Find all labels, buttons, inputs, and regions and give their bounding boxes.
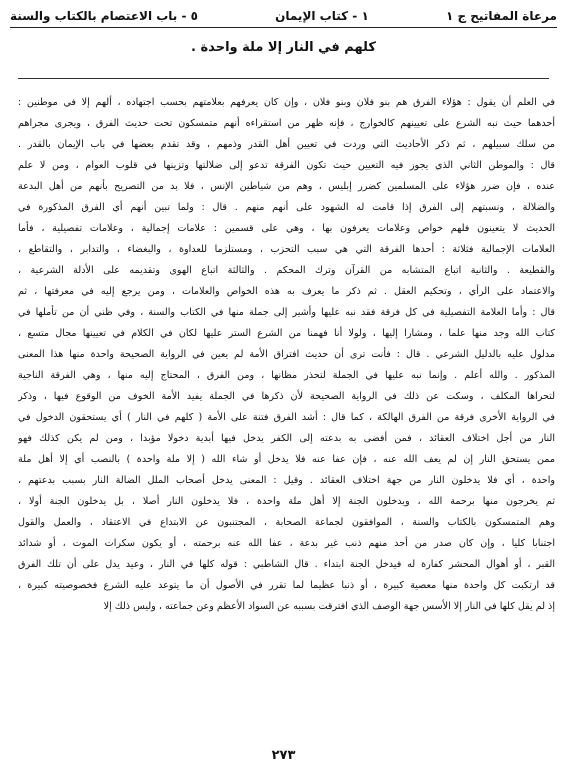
text-line: والقطيعة . والثانية اتباع المتشابه من القرآن وترك المحكم . والثالثة اتباع الهوى وتقديمه على الأدلة الشرعية ،: [18, 265, 555, 276]
header-volume: مرعاة المفاتيح ج ١: [445, 9, 557, 23]
page-number: ٢٧٣: [271, 748, 296, 763]
text-line: النار من أجل اختلاف العقائد ، فمن أفضى به بدعته إلى الكفر يدخل فيها أبدية دخولا مؤبدا ، ومن لم يكن كذلك فهو: [18, 433, 555, 444]
text-line: مدلول عليه بالدليل الشرعي . قال : فأنت ترى أن حديث افتراق الأمة لم يعين في الرواية الصحيحة واحدة منها هذا المعنى: [18, 349, 555, 360]
text-line: عنده ، فإن ضرر هؤلاء على المسلمين كضرر إبليس ، وهم من شياطين الإنس ، فلا بد من التصريح بأنهم من أهل البدعة: [18, 181, 555, 192]
text-line: والاعتماد على الرأي ، وتحكيم العقل . ثم ذكر ما يعرف به هذه الخواص والعلامات ، ومن يرجع إليه في معرفتها ، ثم: [18, 286, 555, 297]
text-line: لتحراها المكلف ، وسكت عن ذلك في الرواية الصحيحة لأن ذكرها في الجملة يفيد الأمة الخوف من الوقوع فيها ، وذكر: [18, 391, 555, 402]
header-rule: [10, 27, 557, 28]
text-line: والضلالة ، ونسبتهم إلى الفرق إذا قامت له الشهود على أنهم منهم . قال : ولما تبين أنهم أي الفرق المذكورة في: [18, 202, 555, 213]
text-line: المذكور . والله أعلم . وإنما نبه عليها في الجملة لتحذر مظانها ، ومن الفرق ، المحتاج إليه منها ، وهي الفرقة الناجية: [18, 370, 555, 381]
text-line: الحديث لا يتعينون فلهم خواص وعلامات يعرفون بها ، وهي على قسمين : علامات إجمالية ، وعلامات تفصيلية ، فأما: [18, 223, 555, 234]
running-header: [10, 4, 557, 28]
subtitle-rule: [18, 78, 549, 79]
text-line: في العلم أن يقول : هؤلاء الفرق هم بنو فلان وبنو فلان ، وإن كان يعرفهم بعلامتهم بحسب اجتهاده ، ألهم إلا في موطنين :: [18, 97, 555, 108]
text-line: قد ارتكبت كل واحدة منها معصية كبيرة ، أو ذنبا عظيما لما تقرر في الأصول أن ما يتوعد عليه الشرع فخصوصيته كبيرة ،: [18, 580, 555, 591]
text-line: كتاب الله وجد منها علما ، ومشارا إليها ، ولولا أنا فهمنا من الشرع الستر عليها لكان في الكلام في تعيينها مجال متسع ،: [18, 328, 555, 339]
text-line: في الرواية الأخرى فرقة من الفرق الهالكة ، كما قال : أشد الفرق فتنة على الأمة ( كلهم في النار ) أي يستحقون الدخول في: [18, 412, 555, 423]
hadith-subtitle: كلهم في النار إلا ملة واحدة .: [191, 40, 376, 55]
text-line: قال : والموطن الثاني الذي يجوز فيه التعيين حيث تكون الفرقة تدعو إلى ضلالتها وتزينها في قلوب العوام ، ومن لا علم: [18, 160, 555, 171]
text-line: أحدهما حيث نبه الشرع على تعيينهم كالخوارج ، فإنه ظهر من استقراءه أنهم متمسكون تحت حديث الفرق ، ويجرى مجراهم: [18, 118, 555, 129]
text-line: إذ لم يقل كلها في النار إلا الأسس جهة الوصف الذي افترقت بسببه عن السواد الأعظم وعن جماعته ، وليس ذلك إلا: [103, 601, 555, 612]
text-line: ثم يخرجون منها برحمة الله ، ويدخلون الجنة إلا أهل ملة واحدة ، فلا يدخلون النار أصلا ، بل يدخلون الجنة أولا ،: [18, 496, 555, 507]
header-chapter: ٥ - باب الاعتصام بالكتاب والسنة: [10, 9, 198, 23]
header-book: ١ - كتاب الإيمان: [275, 9, 369, 23]
text-line: وهم المتمسكون بالكتاب والسنة ، الموافقون لجماعة الصحابة ، المجتنبون عن الابتداع في الاعتقاد ، والعمل والقول: [18, 517, 555, 528]
text-line: ممن يستحق النار إن لم يعف الله عنه ، فإن عفا عنه فلا يدخل أو شاء الله ( إلا ملة واحدة ) بالنصب أي إلا أهل ملة: [18, 454, 555, 465]
text-line: واحدة ، أي فلا يدخلون النار من جهة اختلاف العقائد . وقيل : المعنى يدخل أصحاب الملل الضالة النار بسبب بدعتهم ،: [18, 475, 555, 486]
text-line: القبر ، أو أهوال المحشر كفارة له فيدخل الجنة ابتداء . قال الشاطبي : قوله كلها في النار ، وعيد يدل على أن تلك الفرق: [18, 559, 555, 570]
text-line: اجتنابا كليا ، وإن كان صدر من أحد منهم ذنب غير بدعة ، عفا الله عنه برحمته ، أو يكون سكرات الموت ، أو شدائد: [18, 538, 555, 549]
text-line: العلامات الإجمالية فثلاثة : أحدها الفرقة التي هي سبب التحزب ، ومستلزما للعداوة ، والبغضاء ، والتدابر ، والتقاطع ،: [18, 244, 555, 255]
text-line: قال : وأما العلامة التفصيلية في كل فرقة فقد نبه عليها وأشير إلى جملة منها في الكتاب والسنة ، وفي ظني أن من تأملها في: [18, 307, 555, 318]
commentary-text: [18, 92, 555, 617]
text-line: من سلك سبيلهم ، ثم ذكر الأحاديث التي وردت في تعيين أهل القدر وذمهم ، وقد تقدم بعضها في باب الإيمان بالقدر .: [18, 139, 555, 150]
